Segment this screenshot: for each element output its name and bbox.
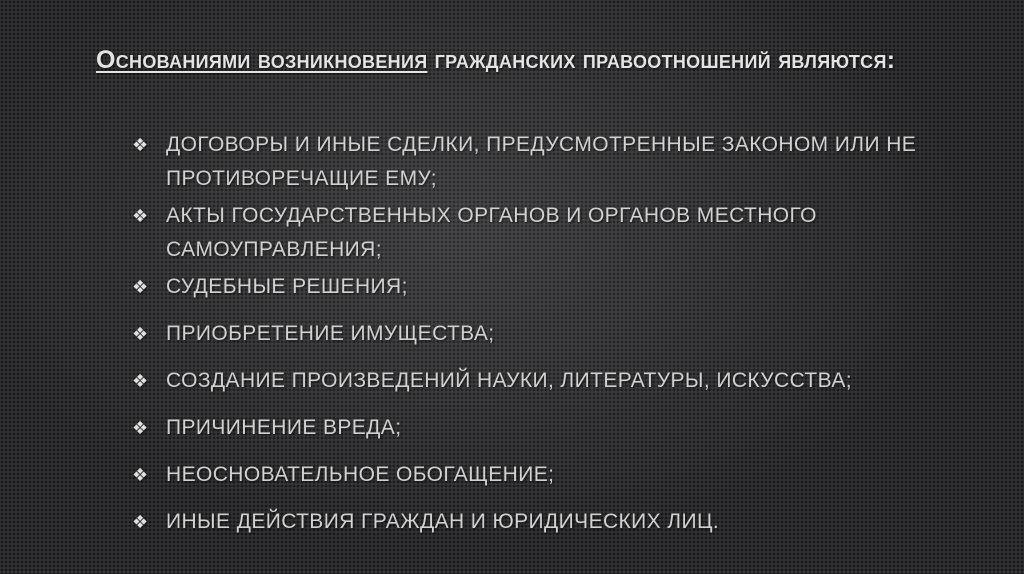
bullet-item <box>126 317 956 351</box>
bullet-item <box>126 199 956 267</box>
four-diamond-bullet-icon: ❖ <box>132 371 149 391</box>
bullet-text: ПРИЧИНЕНИЕ ВРЕДА; <box>166 416 402 439</box>
slide-title-underlined: Основаниями возникновения <box>96 46 428 74</box>
bullet-item <box>126 458 956 492</box>
four-diamond-bullet-icon: ❖ <box>132 135 149 155</box>
bullet-text: ДОГОВОРЫ И ИНЫЕ СДЕЛКИ, ПРЕДУСМОТРЕННЫЕ ЗАКОНОМ ИЛИ НЕ ПРОТИВОРЕЧАЩИЕ ЕМУ; <box>166 133 917 190</box>
bullet-text: СУДЕБНЫЕ РЕШЕНИЯ; <box>166 275 408 298</box>
bullet-item <box>126 411 956 445</box>
slide-title-rest: гражданских правоотношений являются: <box>427 46 896 74</box>
bullet-list <box>126 128 956 552</box>
four-diamond-bullet-icon: ❖ <box>132 465 149 485</box>
bullet-text: ПРИОБРЕТЕНИЕ ИМУЩЕСТВА; <box>166 322 495 345</box>
bullet-item <box>126 364 956 398</box>
four-diamond-bullet-icon: ❖ <box>132 324 149 344</box>
bullet-text: ИНЫЕ ДЕЙСТВИЯ ГРАЖДАН И ЮРИДИЧЕСКИХ ЛИЦ. <box>166 510 720 533</box>
four-diamond-bullet-icon: ❖ <box>132 277 149 297</box>
slide-title <box>96 42 916 79</box>
four-diamond-bullet-icon: ❖ <box>132 206 149 226</box>
bullet-text: СОЗДАНИЕ ПРОИЗВЕДЕНИЙ НАУКИ, ЛИТЕРАТУРЫ, ИСКУССТВА; <box>166 369 853 392</box>
bullet-item <box>126 128 956 196</box>
four-diamond-bullet-icon: ❖ <box>132 512 149 532</box>
bullet-text: НЕОСНОВАТЕЛЬНОЕ ОБОГАЩЕНИЕ; <box>166 463 555 486</box>
bullet-item <box>126 270 956 304</box>
bullet-text: АКТЫ ГОСУДАРСТВЕННЫХ ОРГАНОВ И ОРГАНОВ МЕСТНОГО САМОУПРАВЛЕНИЯ; <box>166 204 817 261</box>
bullet-item <box>126 505 956 539</box>
four-diamond-bullet-icon: ❖ <box>132 418 149 438</box>
